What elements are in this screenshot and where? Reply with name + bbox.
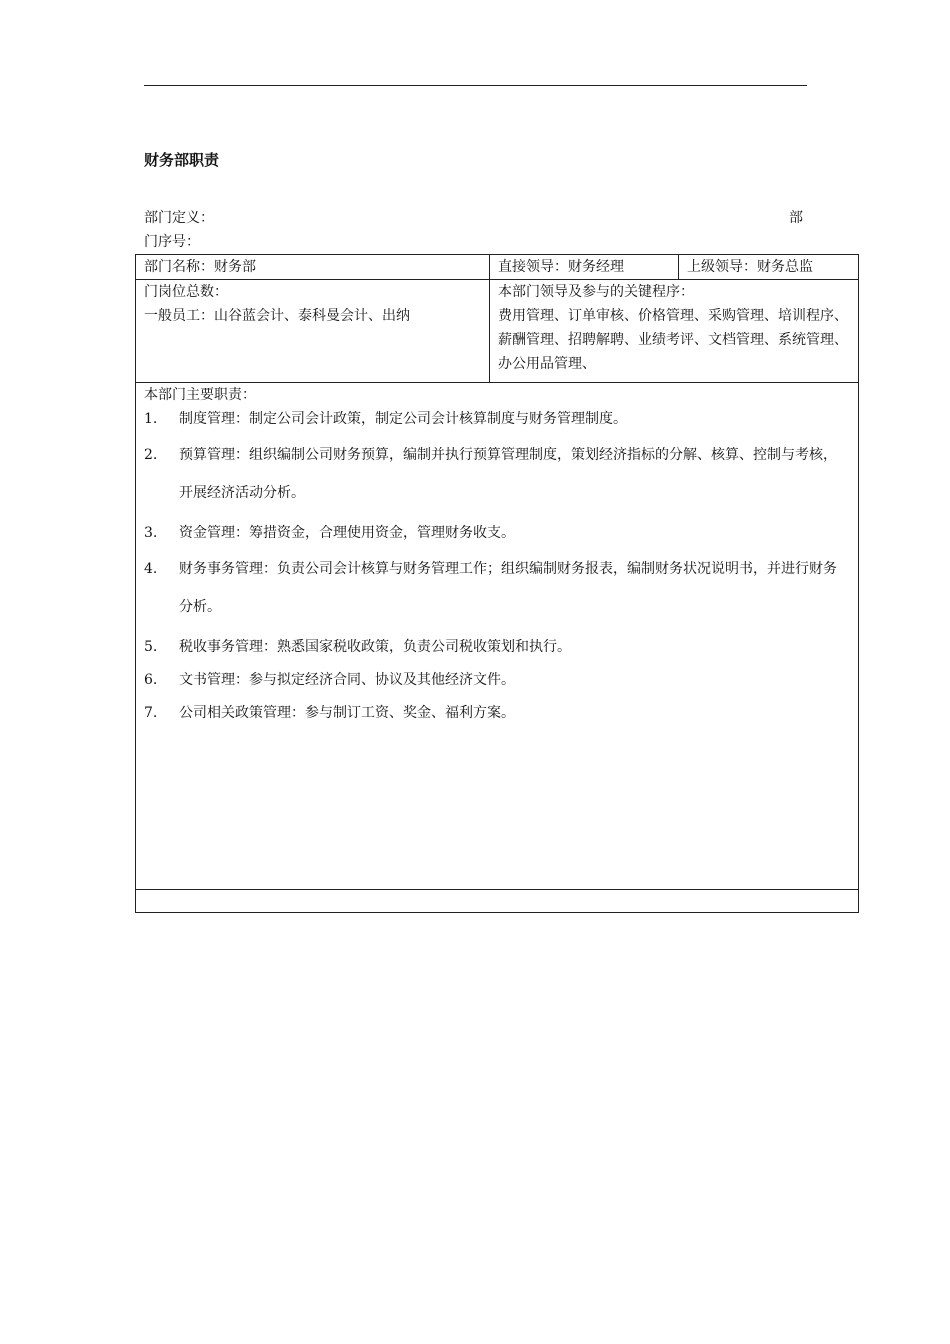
table-row — [136, 280, 859, 383]
procedures-cell — [490, 280, 859, 383]
item-number: 3. — [144, 525, 158, 541]
list-item — [144, 407, 850, 431]
item-number: 6. — [144, 672, 158, 688]
table-row — [136, 890, 859, 913]
list-item — [144, 668, 850, 692]
item-number: 1. — [144, 411, 158, 427]
procedures-text: 费用管理、订单审核、价格管理、采购管理、培训程序、薪酬管理、招聘解聘、业绩考评、文档管理、系统管理、办公用品管理、 — [498, 308, 848, 372]
header-rule — [144, 85, 807, 86]
responsibilities-label: 本部门主要职责： — [144, 387, 256, 403]
dept-no-label-part2: 门序号： — [144, 234, 200, 250]
superior-leader-cell: 上级领导：财务总监 — [679, 255, 859, 280]
list-item — [144, 436, 850, 512]
dept-no-label-part1: 部 — [789, 210, 803, 226]
empty-footer-cell — [136, 890, 859, 913]
list-item — [144, 550, 850, 626]
item-text: 资金管理：筹措资金，合理使用资金，管理财务收支。 — [179, 525, 515, 541]
item-text: 税收事务管理：熟悉国家税收政策，负责公司税收策划和执行。 — [179, 639, 571, 655]
responsibilities-cell — [136, 383, 859, 890]
table-row — [136, 383, 859, 890]
positions-cell — [136, 280, 490, 383]
staff-list: 一般员工：山谷蓝会计、泰科曼会计、出纳 — [144, 308, 410, 324]
item-number: 7. — [144, 705, 158, 721]
table-row — [136, 255, 859, 280]
list-item — [144, 521, 850, 545]
list-item — [144, 701, 850, 725]
item-number: 5. — [144, 639, 158, 655]
list-item — [144, 635, 850, 659]
item-text: 制度管理：制定公司会计政策，制定公司会计核算制度与财务管理制度。 — [179, 411, 627, 427]
item-number: 2. — [144, 447, 158, 463]
item-number: 4. — [144, 561, 158, 577]
document-title: 财务部职责 — [144, 151, 220, 169]
direct-leader-cell: 直接领导：财务经理 — [490, 255, 679, 280]
duty-table — [135, 254, 859, 913]
positions-label: 门岗位总数： — [144, 284, 228, 300]
item-text: 公司相关政策管理：参与制订工资、奖金、福利方案。 — [179, 705, 515, 721]
item-text: 财务事务管理：负责公司会计核算与财务管理工作；组织编制财务报表，编制财务状况说明书，并进行财务分析。 — [179, 561, 837, 615]
item-text: 预算管理：组织编制公司财务预算，编制并执行预算管理制度，策划经济指标的分解、核算、控制与考核，开展经济活动分析。 — [179, 447, 837, 501]
item-text: 文书管理：参与拟定经济合同、协议及其他经济文件。 — [179, 672, 515, 688]
procedures-label: 本部门领导及参与的关键程序： — [498, 284, 694, 300]
dept-name-cell: 部门名称：财务部 — [136, 255, 490, 280]
dept-definition-label: 部门定义： — [144, 210, 214, 226]
